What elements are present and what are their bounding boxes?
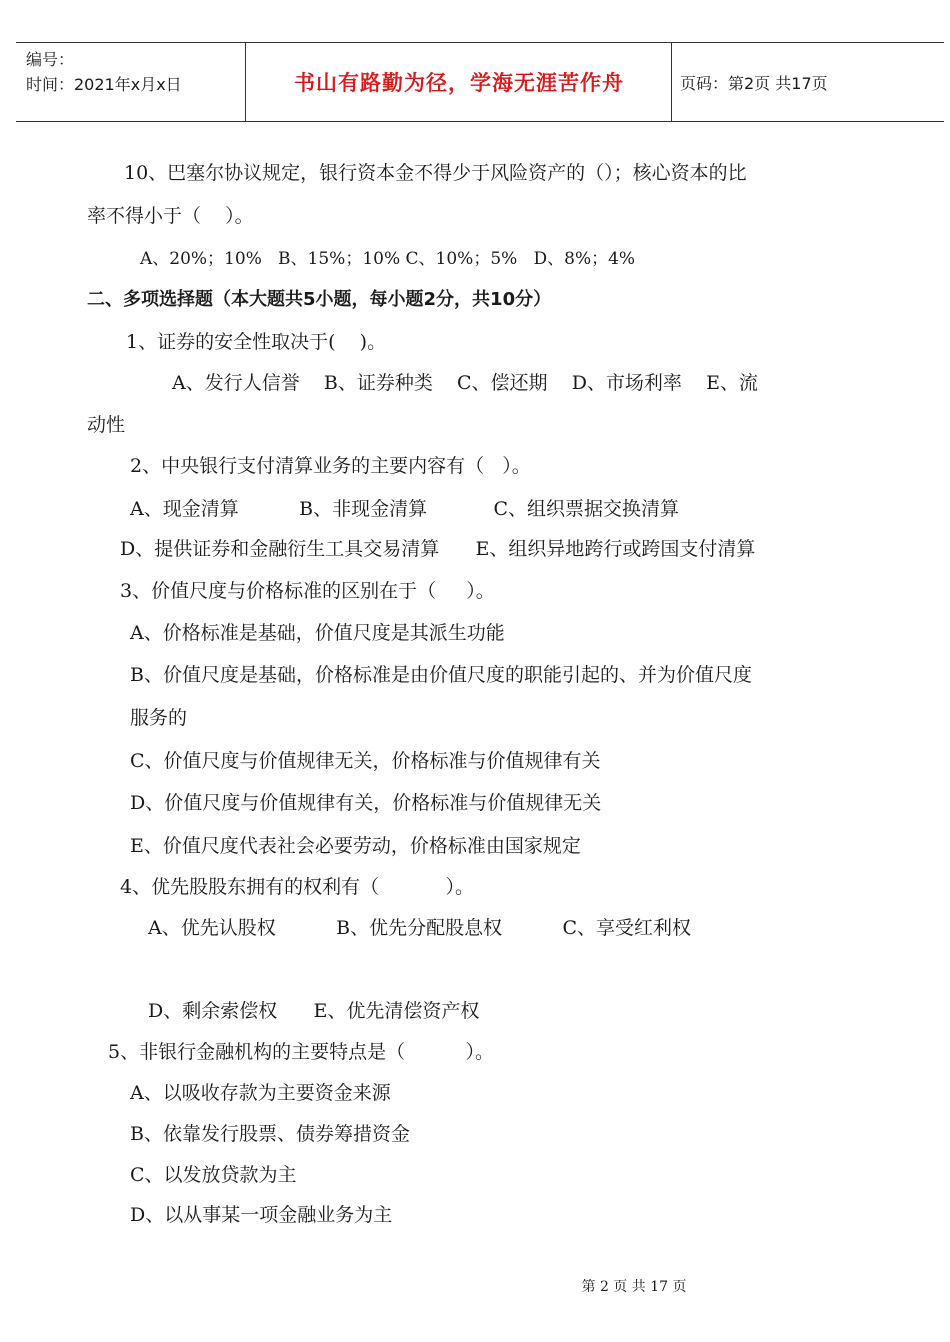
q10-stem: 10、巴塞尔协议规定，银行资本金不得少于风险资产的（）；核心资本的比 [124,162,747,184]
m3-option-e: E、价值尺度代表社会必要劳动，价格标准由国家规定 [130,835,581,857]
m5-stem: 5、非银行金融机构的主要特点是（ ）。 [108,1041,494,1063]
m1-stem: 1、证券的安全性取决于( )。 [126,331,387,353]
section-title: 二、多项选择题（本大题共5小题，每小题2分，共10分） [87,289,552,310]
m5-option-c: C、以发放贷款为主 [130,1164,297,1186]
page-header [16,42,944,122]
m4-options-row2: D、剩余索偿权 E、优先清偿资产权 [148,1000,480,1022]
m2-stem: 2、中央银行支付清算业务的主要内容有（ ）。 [130,455,531,477]
header-divider [671,43,672,121]
m3-option-b: B、价值尺度是基础，价格标准是由价值尺度的职能引起的、并为价值尺度 [130,664,752,686]
page-footer: 第 2 页 共 17 页 [581,1279,687,1295]
m3-option-c: C、价值尺度与价值规律无关，价格标准与价值规律有关 [130,750,601,772]
q10-stem-cont: 率不得小于（ ）。 [87,205,254,227]
m4-stem: 4、优先股股东拥有的权利有（ ）。 [120,876,475,898]
m4-options-row1: A、优先认股权 B、优先分配股息权 C、享受红利权 [148,917,692,939]
header-page-label: 页码：第2页 共17页 [680,73,828,93]
header-meta [26,47,182,97]
m5-option-a: A、以吸收存款为主要资金来源 [130,1082,391,1104]
m2-options-row1: A、现金清算 B、非现金清算 C、组织票据交换清算 [130,498,680,520]
m3-stem: 3、价值尺度与价格标准的区别在于（ ）。 [120,580,495,602]
m1-options-cont: 动性 [87,414,126,436]
m5-option-b: B、依靠发行股票、债券筹措资金 [130,1123,410,1145]
m3-option-b-cont: 服务的 [130,707,188,729]
header-motto: 书山有路勤为径，学海无涯苦作舟 [294,71,624,95]
m2-options-row2: D、提供证券和金融衍生工具交易清算 E、组织异地跨行或跨国支付清算 [120,538,756,560]
header-divider [245,43,246,121]
header-number: 编号： [26,50,75,69]
m3-option-d: D、价值尺度与价值规律有关，价格标准与价值规律无关 [130,792,602,814]
m5-option-d: D、以从事某一项金融业务为主 [130,1204,393,1226]
m3-option-a: A、价格标准是基础，价值尺度是其派生功能 [130,622,505,644]
header-time: 时间：2021年x月x日 [26,75,182,94]
m1-options: A、发行人信誉 B、证券种类 C、偿还期 D、市场利率 E、流 [172,372,758,394]
q10-options: A、20%；10% B、15%；10% C、10%；5% D、8%；4% [140,249,636,269]
